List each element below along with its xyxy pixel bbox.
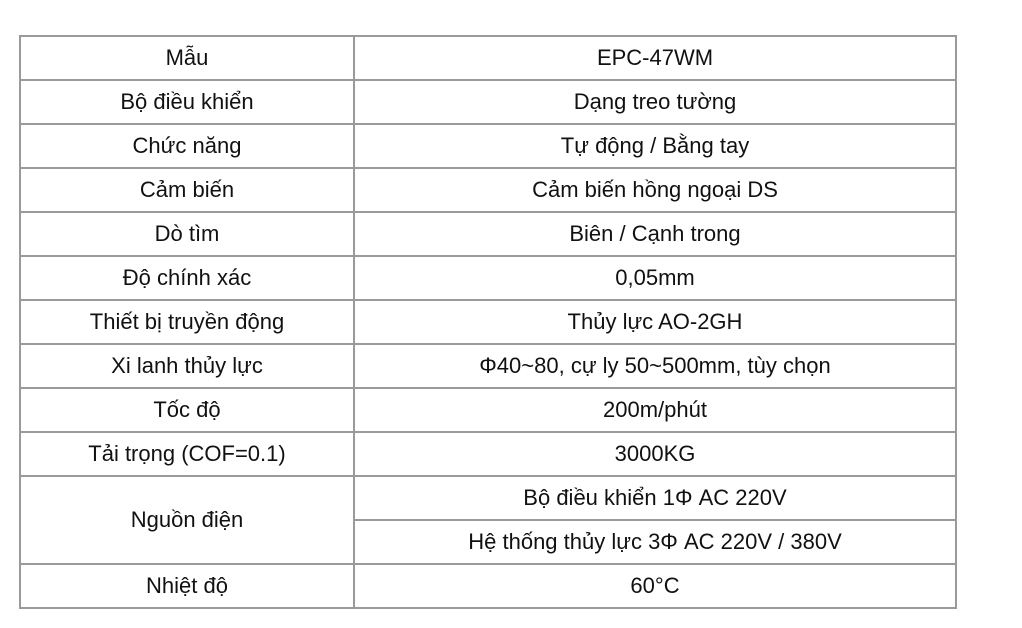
- row-label: Thiết bị truyền động: [21, 301, 355, 345]
- row-label: Cảm biến: [21, 169, 355, 213]
- row-label: Độ chính xác: [21, 257, 355, 301]
- table-row: [21, 565, 955, 607]
- row-value: Cảm biến hồng ngoại DS: [355, 169, 955, 213]
- row-value: Tự động / Bằng tay: [355, 125, 955, 169]
- row-label: Tốc độ: [21, 389, 355, 433]
- power-value-controller: Bộ điều khiển 1Φ AC 220V: [355, 477, 955, 521]
- temperature-value: 60°C: [630, 573, 680, 598]
- table-row: [21, 37, 955, 81]
- row-label: Dò tìm: [21, 213, 355, 257]
- row-label: Mẫu: [21, 37, 355, 81]
- power-label: Nguồn điện: [21, 477, 355, 565]
- table-row: [21, 125, 955, 169]
- row-value: 0,05mm: [355, 257, 955, 301]
- row-value: Φ40~80, cự ly 50~500mm, tùy chọn: [355, 345, 955, 389]
- table-row: [21, 345, 955, 389]
- row-label: Bộ điều khiển: [21, 81, 355, 125]
- row-label: Tải trọng (COF=0.1): [21, 433, 355, 477]
- temperature-label: Nhiệt độ: [21, 565, 355, 607]
- table-row: [21, 257, 955, 301]
- table-row: [21, 169, 955, 213]
- row-label: Xi lanh thủy lực: [21, 345, 355, 389]
- row-value: 200m/phút: [355, 389, 955, 433]
- table-row: [21, 301, 955, 345]
- row-value: 3000KG: [355, 433, 955, 477]
- spec-table: [19, 35, 957, 609]
- row-value: Dạng treo tường: [355, 81, 955, 125]
- row-label: Chức năng: [21, 125, 355, 169]
- table-row: [21, 389, 955, 433]
- table-row: [21, 213, 955, 257]
- table-row-power: [21, 477, 955, 521]
- table-row: [21, 81, 955, 125]
- table-row: [21, 433, 955, 477]
- row-value: EPC-47WM: [355, 37, 955, 81]
- row-value: Biên / Cạnh trong: [355, 213, 955, 257]
- row-value: Thủy lực AO-2GH: [355, 301, 955, 345]
- power-value-hydraulic: Hệ thống thủy lực 3Φ AC 220V / 380V: [355, 521, 955, 565]
- spec-table-body: [21, 37, 955, 607]
